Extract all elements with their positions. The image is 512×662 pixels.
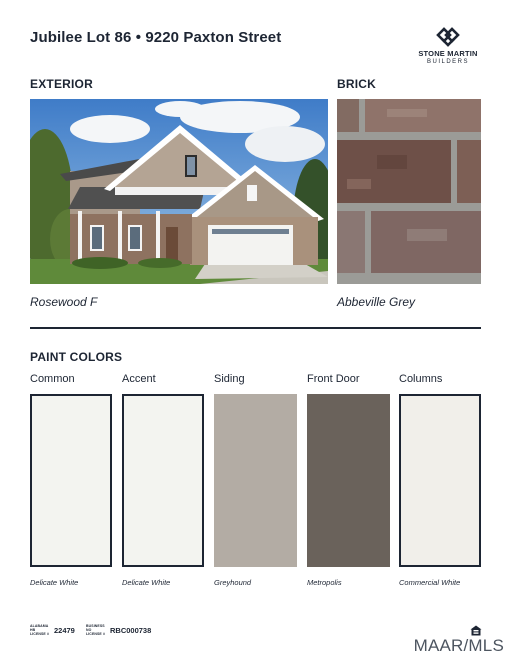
exterior-heading: EXTERIOR (30, 77, 93, 91)
brick-caption: Abbeville Grey (337, 295, 416, 309)
license-business-label: BUSINESS NO LICENSE # (86, 624, 105, 637)
swatch-name-siding: Greyhound (214, 578, 252, 587)
exterior-caption: Rosewood F (30, 295, 98, 309)
logo-name: STONE MARTIN (418, 49, 478, 58)
swatch-common (30, 394, 112, 567)
license-alabama-number: 22479 (54, 625, 75, 635)
section-divider (30, 327, 481, 329)
brick-sample-image (337, 99, 481, 284)
mls-watermark: MAAR/MLS (413, 636, 504, 655)
swatch-label-front-door: Front Door (307, 373, 360, 385)
stone-martin-logo-icon (404, 26, 492, 48)
swatch-label-siding: Siding (214, 373, 245, 385)
swatch-label-columns: Columns (399, 373, 443, 385)
swatch-name-common: Delicate White (30, 578, 79, 587)
swatch-label-common: Common (30, 373, 75, 385)
swatch-siding (214, 394, 297, 567)
swatch-label-accent: Accent (122, 373, 156, 385)
equal-housing-icon (470, 623, 482, 634)
license-alabama-label: ALABAMA HB LICENSE # (30, 624, 49, 637)
swatch-accent (122, 394, 204, 567)
page-title: Jubilee Lot 86 • 9220 Paxton Street (30, 29, 282, 46)
logo-subtitle: BUILDERS (426, 59, 469, 65)
swatch-name-columns: Commercial White (399, 578, 461, 587)
license-alabama (30, 624, 75, 637)
paint-colors-heading: PAINT COLORS (30, 350, 123, 364)
swatch-name-accent: Delicate White (122, 578, 171, 587)
exterior-house-image (30, 99, 328, 284)
license-business (86, 624, 151, 637)
brick-heading: BRICK (337, 77, 376, 91)
swatch-columns (399, 394, 481, 567)
swatch-name-front-door: Metropolis (307, 578, 342, 587)
license-business-number: RBC000738 (110, 625, 152, 635)
company-logo (404, 26, 492, 70)
swatch-front-door (307, 394, 390, 567)
